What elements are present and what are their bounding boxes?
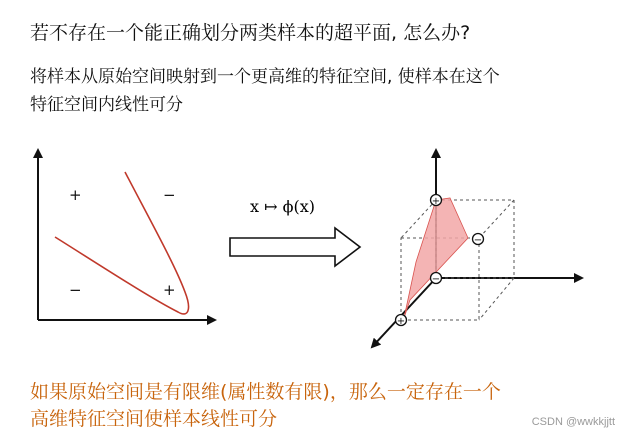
point-right [473, 234, 484, 247]
point-top [431, 195, 442, 208]
left-plot [38, 150, 215, 320]
right-plot-3d [372, 150, 582, 347]
point-middle-left-label: − [431, 274, 441, 285]
conclusion-line-1: 如果原始空间是有限维(属性数有限)，那么一定存在一个 [30, 381, 501, 403]
watermark: CSDN @wwkkjjtt [531, 416, 615, 428]
point-bottom [396, 315, 407, 328]
point-bottom-label: + [396, 316, 406, 327]
y-axis-3d [372, 278, 436, 347]
subtitle-line-2: 特征空间内线性可分 [30, 95, 183, 115]
left-sign-top-left: + [69, 186, 82, 204]
mapping-arrow [230, 228, 360, 266]
slide-title: 若不存在一个能正确划分两类样本的超平面, 怎么办? [30, 22, 471, 44]
left-sign-bottom-right: + [163, 281, 176, 299]
left-sign-top-right: − [163, 186, 176, 204]
point-right-label: − [473, 235, 483, 246]
mapping-label: x ↦ ϕ(x) [250, 197, 316, 216]
subtitle-line-1: 将样本从原始空间映射到一个更高维的特征空间, 使样本在这个 [30, 67, 500, 87]
separating-plane [404, 198, 468, 318]
point-middle-left [431, 273, 442, 286]
point-top-label: + [431, 196, 441, 207]
left-sign-bottom-left: − [69, 281, 82, 299]
conclusion-line-2: 高维特征空间使样本线性可分 [30, 408, 278, 430]
